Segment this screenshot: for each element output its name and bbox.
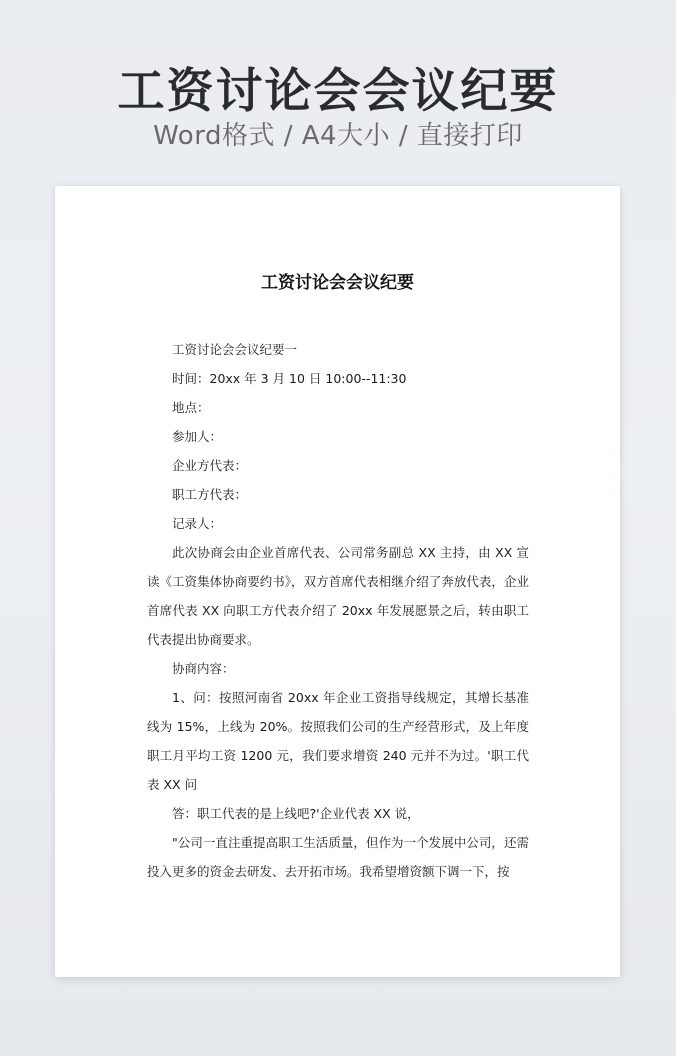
banner-title: 工资讨论会会议纪要 [117, 64, 559, 119]
enterprise-representatives: 企业方代表： [172, 458, 248, 473]
document-page [55, 186, 620, 977]
document-body [147, 335, 529, 886]
body-paragraph: 答：职工代表的是上线吧?'企业代表 XX 说， [172, 806, 420, 821]
doc-subtitle: 工资讨论会会议纪要一 [172, 342, 298, 357]
participants: 参加人： [172, 429, 223, 444]
employee-representatives: 职工方代表： [172, 487, 248, 502]
body-paragraph: 1、问：按照河南省 20xx 年企业工资指导线规定，其增长基准线为 15%，上线为 20%。按照我们公司的生产经营形式，及上年度职工月平均工资 1200 元，我们要求增资 240 元并不为过。'职工代表 XX 问 [147, 690, 529, 792]
banner-subtitle: Word格式 / A4大小 / 直接打印 [153, 121, 523, 151]
meeting-time: 时间：20xx 年 3 月 10 日 10:00--11:30 [172, 371, 407, 386]
section-heading: 协商内容： [172, 661, 235, 676]
body-paragraph: "公司一直注重提高职工生活质量，但作为一个发展中公司，还需投入更多的资金去研发、去开拓市场。我希望增资额下调一下，按 [147, 835, 529, 879]
document-title: 工资讨论会会议纪要 [261, 273, 414, 293]
body-paragraph: 此次协商会由企业首席代表、公司常务副总 XX 主持，由 XX 宣读《工资集体协商要约书》，双方首席代表相继介绍了奔放代表，企业首席代表 XX 向职工方代表介绍了 20xx 年发展愿景之后，转由职工代表提出协商要求。 [147, 545, 529, 647]
meeting-location: 地点： [172, 400, 210, 415]
recorder: 记录人： [172, 516, 223, 531]
